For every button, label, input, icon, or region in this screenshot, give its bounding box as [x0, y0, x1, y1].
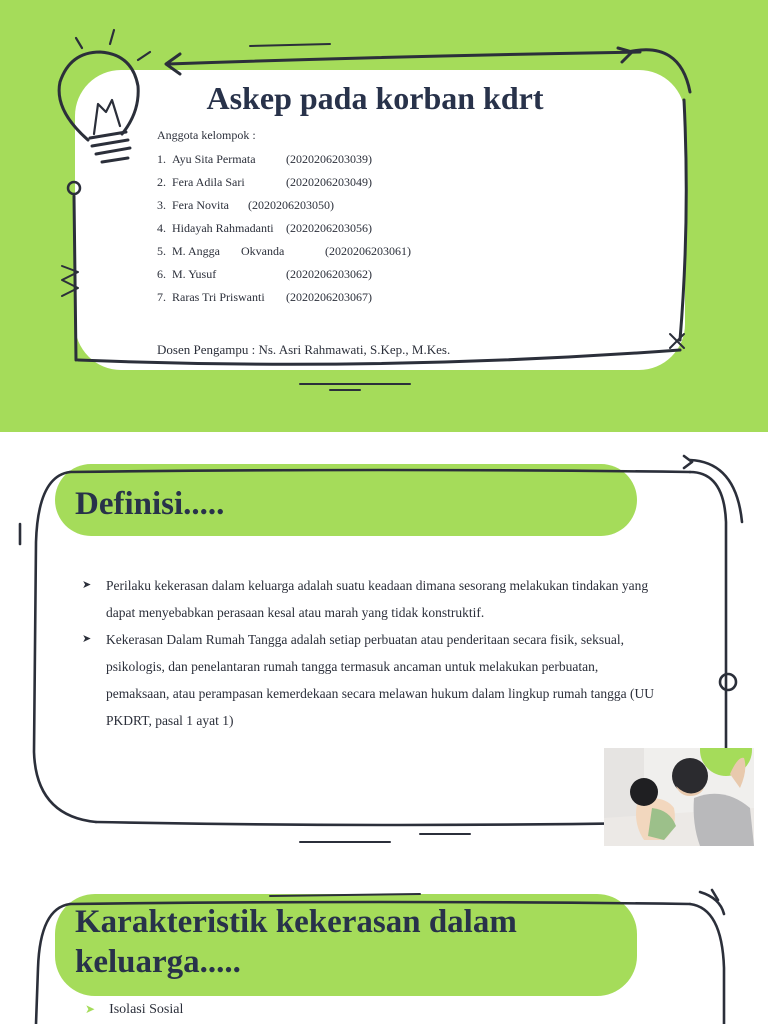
member-name: Fera Adila Sari	[172, 175, 245, 189]
member-row	[157, 221, 372, 236]
list-item	[85, 1002, 183, 1018]
members-label: Anggota kelompok :	[157, 128, 256, 142]
member-row	[157, 267, 372, 282]
bullet-text: Perilaku kekerasan dalam keluarga adalah suatu keadaan dimana sesorang melakukan tindakan yang dapat menyebabkan perasaan kesal atau marah yang tidak konstruktif.	[106, 578, 649, 620]
hand-drawn-frame	[0, 0, 768, 432]
member-nim: (2020206203039)	[286, 152, 372, 166]
member-nim: (2020206203056)	[286, 221, 372, 235]
characteristics-slide	[0, 868, 768, 1024]
member-name: M. Angga Okvanda	[172, 244, 285, 258]
member-number: 1.	[157, 152, 166, 166]
slide-heading: Definisi.....	[75, 486, 225, 522]
member-name: Fera Novita	[172, 198, 229, 212]
member-number: 5.	[157, 244, 166, 258]
member-row	[157, 198, 334, 213]
member-number: 2.	[157, 175, 166, 189]
member-nim: (2020206203061)	[325, 244, 411, 258]
definition-list	[82, 572, 662, 734]
slide-heading: Karakteristik kekerasan dalam keluarga.....	[75, 904, 517, 980]
member-nim: (2020206203062)	[286, 267, 372, 281]
domestic-violence-illustration	[604, 748, 754, 846]
slide-title: Askep pada korban kdrt	[206, 80, 544, 116]
arrow-bullet-icon: ➤	[85, 1002, 96, 1016]
member-nim: (2020206203067)	[286, 290, 372, 304]
item-text: Isolasi Sosial	[109, 1002, 184, 1017]
member-number: 4.	[157, 221, 166, 235]
list-item	[82, 626, 662, 734]
member-number: 6.	[157, 267, 166, 281]
bullet-text: Kekerasan Dalam Rumah Tangga adalah setiap perbuatan atau penderitaan secara fisik, seksual, psikologis, dan penelantaran rumah tangga termasuk ancaman untuk melakukan perbuatan, pemaksaan, atau perampasan kemerdekaan secara melawan hukum dalam lingkup rumah tangga (UU PKDRT, pasal 1 ayat 1)	[106, 632, 655, 728]
member-name: Ayu Sita Permata	[172, 152, 256, 166]
list-item	[82, 572, 662, 626]
member-name: M. Yusuf	[172, 267, 217, 281]
member-name: Hidayah Rahmadanti	[172, 221, 274, 235]
arrow-bullet-icon: ➤	[82, 633, 92, 645]
definition-slide	[0, 432, 768, 868]
lecturer-line: Dosen Pengampu : Ns. Asri Rahmawati, S.Kep., M.Kes.	[157, 342, 451, 357]
member-row	[157, 244, 411, 259]
member-nim: (2020206203049)	[286, 175, 372, 189]
arrow-bullet-icon: ➤	[82, 579, 92, 591]
member-name: Raras Tri Priswanti	[172, 290, 265, 304]
member-row	[157, 290, 372, 305]
member-row	[157, 152, 372, 167]
title-slide	[0, 0, 768, 432]
member-nim: (2020206203050)	[248, 198, 334, 212]
member-number: 3.	[157, 198, 166, 212]
member-row	[157, 175, 372, 190]
member-number: 7.	[157, 290, 166, 304]
